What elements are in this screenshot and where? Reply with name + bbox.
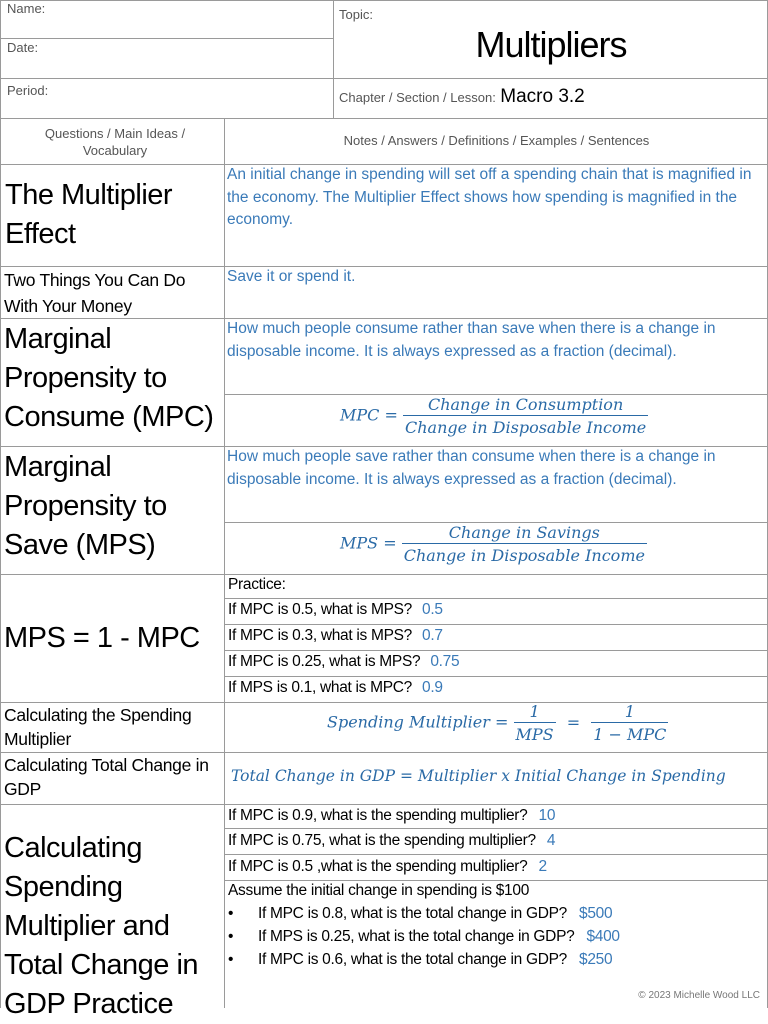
- multiplier-effect-note: An initial change in spending will set off a spending chain that is magnified in the economy. The Multiplier Effect shows how spending is magnified in the economy.: [227, 166, 752, 228]
- mps-formula-denominator: Change in Disposable Income: [402, 543, 647, 565]
- name-label: Name:: [7, 1, 46, 16]
- mps-title: Marginal Propensity to Save (MPS): [4, 451, 167, 561]
- copyright-footer: © 2023 Michelle Wood LLC: [638, 990, 760, 1001]
- two-things-title: Two Things You Can Do With Your Money: [4, 270, 186, 316]
- question-text: If MPC is 0.25, what is MPS?: [228, 653, 421, 670]
- answer-text: 0.9: [422, 679, 443, 696]
- bullet-icon: •: [228, 928, 234, 945]
- total-change-title: Calculating Total Change in GDP: [4, 755, 209, 799]
- bullet-item: [228, 905, 612, 923]
- fraction-numerator: 1: [529, 702, 540, 721]
- mpc-formula-numerator: Change in Consumption: [427, 395, 624, 414]
- fraction-denominator: MPS: [514, 722, 556, 744]
- question-text: If MPC is 0.5 ,what is the spending multiplier?: [228, 858, 528, 875]
- answer-text: $250: [579, 951, 613, 968]
- topic-label: Topic:: [339, 7, 373, 22]
- bullet-item: [228, 928, 620, 946]
- chapter-line: [339, 86, 585, 108]
- question-text: If MPC is 0.5, what is MPS?: [228, 601, 412, 618]
- bullet-icon: •: [228, 951, 234, 968]
- answer-text: $400: [586, 928, 620, 945]
- question-text: If MPC is 0.6, what is the total change in GDP?: [258, 951, 567, 968]
- list-item: [228, 832, 555, 850]
- spending-multiplier-lhs: Spending Multiplier =: [327, 712, 509, 732]
- answer-text: 0.5: [422, 601, 443, 618]
- list-item: [228, 653, 459, 671]
- date-label: Date:: [7, 40, 39, 55]
- chapter-label: Chapter / Section / Lesson:: [339, 90, 496, 105]
- answer-text: 10: [538, 807, 556, 824]
- list-item: [228, 627, 443, 645]
- list-item: [228, 858, 547, 876]
- question-text: If MPC is 0.3, what is MPS?: [228, 627, 412, 644]
- mpc-formula: [340, 395, 648, 437]
- lesson-value: Macro 3.2: [500, 86, 585, 107]
- bullet-icon: •: [228, 905, 234, 922]
- bullet-item: [228, 951, 612, 969]
- answer-text: $500: [579, 905, 613, 922]
- mps-equation-title: MPS = 1 - MPC: [4, 622, 200, 654]
- list-item: [228, 601, 443, 619]
- question-text: If MPC is 0.9, what is the spending multiplier?: [228, 807, 528, 824]
- answer-text: 0.75: [430, 653, 460, 670]
- question-text: If MPS is 0.1, what is MPC?: [228, 679, 412, 696]
- practice-label: Practice:: [228, 576, 286, 593]
- spending-multiplier-formula: [327, 702, 668, 744]
- mps-note: How much people save rather than consume when there is a change in disposable income. It is always expressed as a fraction (decimal).: [227, 448, 716, 488]
- answer-text: 4: [546, 832, 556, 849]
- two-things-note: Save it or spend it.: [227, 268, 356, 285]
- page-title: Multipliers: [475, 24, 627, 65]
- answer-text: 2: [538, 858, 547, 875]
- question-text: If MPC is 0.8, what is the total change in GDP?: [258, 905, 567, 922]
- mps-formula-numerator: Change in Savings: [448, 523, 600, 542]
- right-column-header: Notes / Answers / Definitions / Examples / Sentences: [343, 133, 650, 148]
- mpc-note: How much people consume rather than save when there is a change in disposable income. It is always expressed as a fraction (decimal).: [227, 320, 716, 360]
- mpc-formula-denominator: Change in Disposable Income: [403, 415, 648, 437]
- equals-sign: =: [566, 712, 581, 732]
- fraction-numerator: 1: [624, 702, 635, 721]
- left-column-header: Questions / Main Ideas / Vocabulary: [44, 126, 186, 158]
- assume-text: Assume the initial change in spending is $100: [228, 882, 530, 899]
- spending-multiplier-title: Calculating the Spending Multiplier: [4, 705, 192, 749]
- mps-formula-lhs: MPS =: [340, 533, 397, 553]
- mpc-formula-lhs: MPC =: [340, 405, 398, 425]
- practice-title: Calculating Spending Multiplier and Total Change in GDP Practice: [4, 832, 199, 1020]
- fraction-denominator: 1 − MPC: [591, 722, 668, 744]
- mps-formula: [340, 523, 647, 565]
- total-change-formula: Total Change in GDP = Multiplier x Initial Change in Spending: [231, 767, 726, 785]
- list-item: [228, 807, 555, 825]
- question-text: If MPC is 0.75, what is the spending multiplier?: [228, 832, 536, 849]
- answer-text: 0.7: [422, 627, 443, 644]
- mpc-title: Marginal Propensity to Consume (MPC): [4, 323, 214, 433]
- list-item: [228, 679, 443, 697]
- multiplier-effect-title: The Multiplier Effect: [5, 179, 173, 250]
- question-text: If MPS is 0.25, what is the total change in GDP?: [258, 928, 575, 945]
- period-label: Period:: [7, 83, 49, 98]
